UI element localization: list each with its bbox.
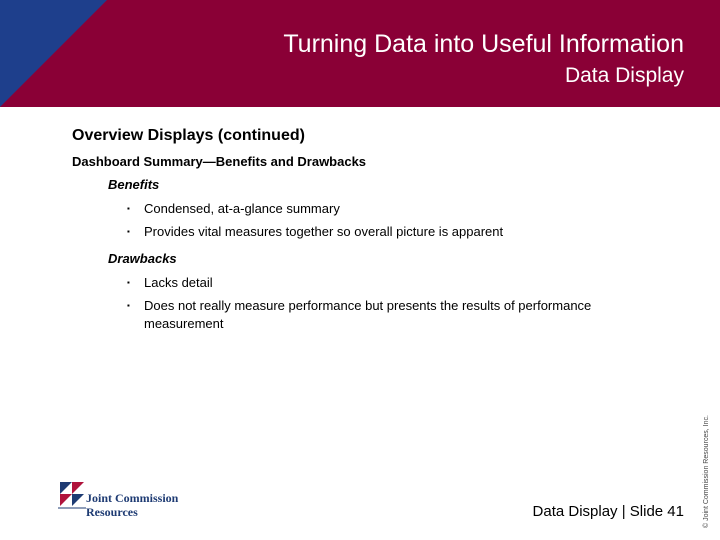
bullet-text: Condensed, at-a-glance summary	[144, 201, 340, 216]
logo-text-line1: Joint Commission	[86, 491, 179, 505]
copyright-text: © Joint Commission Resources, Inc.	[703, 415, 710, 528]
slide-title: Turning Data into Useful Information	[283, 30, 684, 58]
section-subheading: Dashboard Summary—Benefits and Drawbacks	[72, 154, 367, 169]
drawbacks-label: Drawbacks	[108, 251, 177, 266]
bullet-icon: ▪	[127, 227, 130, 236]
bullet-icon: ▪	[127, 278, 130, 287]
copyright-note	[703, 400, 713, 528]
bullet-text: Does not really measure performance but presents the results of performance measurement	[144, 298, 592, 331]
blue-wedge	[0, 0, 107, 107]
bullet-icon: ▪	[127, 301, 130, 310]
list-item	[127, 297, 627, 333]
bullet-icon: ▪	[127, 204, 130, 213]
slide-subtitle: Data Display	[564, 64, 684, 87]
list-item	[127, 274, 647, 292]
header-banner	[0, 0, 720, 107]
slide-footer: Data Display | Slide 41	[532, 503, 684, 520]
bullet-text: Provides vital measures together so overall picture is apparent	[144, 224, 504, 239]
benefits-label: Benefits	[108, 177, 160, 192]
logo-text-line2: Resources	[86, 505, 138, 519]
list-item	[127, 223, 647, 241]
bullet-text: Lacks detail	[144, 275, 213, 290]
section-heading: Overview Displays (continued)	[72, 127, 305, 144]
list-item	[127, 200, 647, 218]
